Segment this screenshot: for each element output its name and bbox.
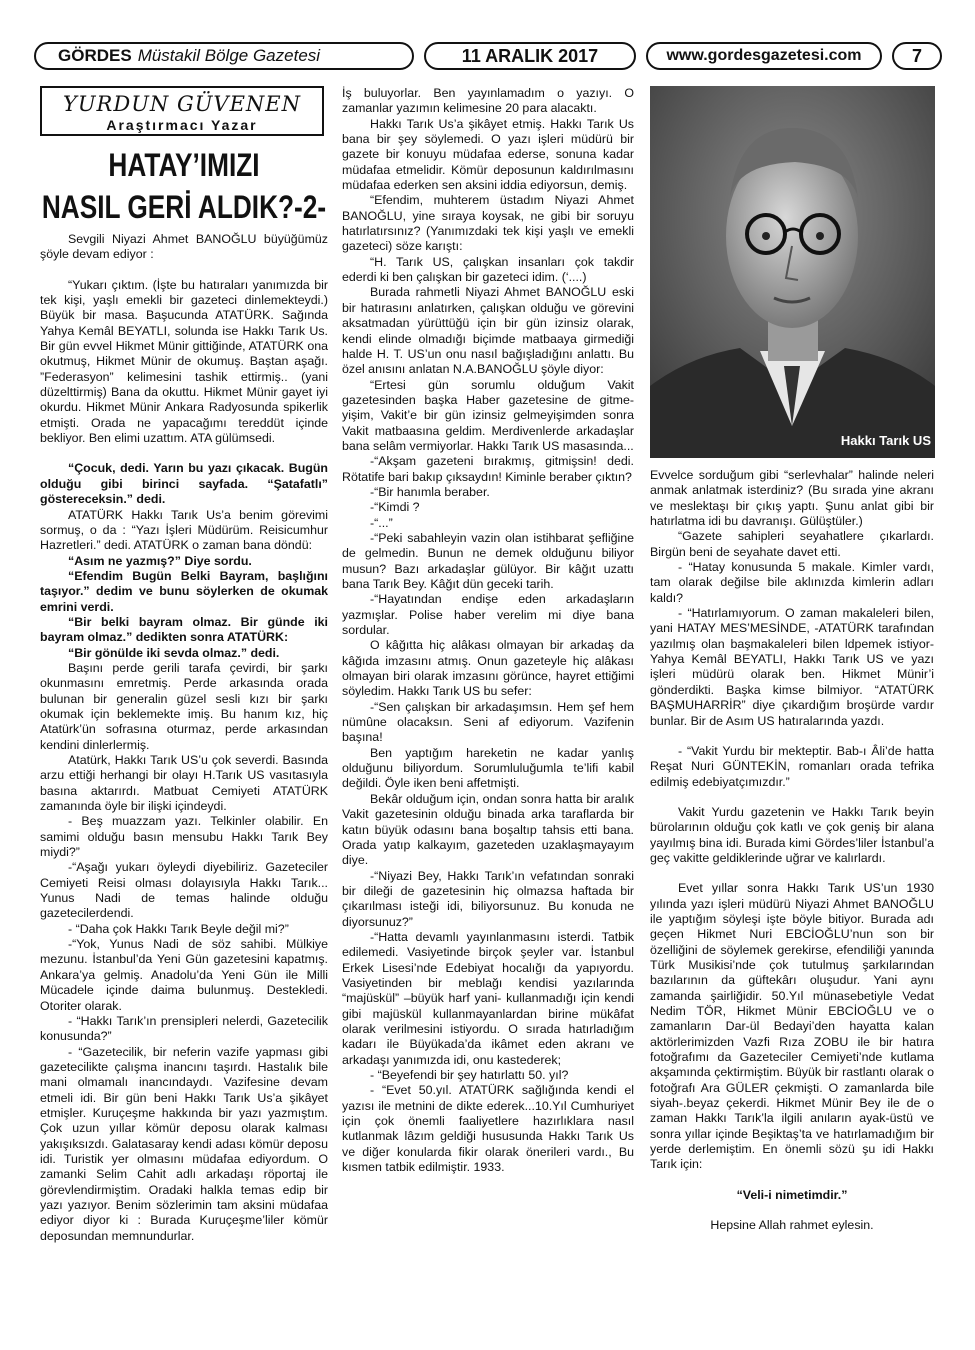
paper-subtitle: Müstakil Bölge Gazetesi xyxy=(137,46,321,65)
paragraph: Hepsine Allah rahmet eylesin. xyxy=(710,1218,874,1233)
paragraph: - “Gazetecilik, bir neferin vazife yapması gibi gazetecilikte çalışma inancını taşırdı. Hastalık bile mani olmamalı inancındaydı. Vazifesine devam etmeli idi. Bir gün beni Hakkı Tarık Us’a şikâyet etmişler. Kuruçeşme hakkında bir yazı yazmıştım. Çok uzun yıllar kömür deposu olarak kalması yakışıksızdı. Galatasaray kendi adası kömür deposu idi. Turistik yer olmasını müdafaa ediyordum. O zamanki Selim Cahit adlı arkadaşı röportaj ile görevlendirmiştim. Oradaki halkla temas edip bir yazı yazıyor. Benim sözlerimin tam aksini müdafaa ediyor diyor ki : Burada Kuruçeşme’liler kömür deposundan memnundurlar. xyxy=(40,1044,328,1243)
column-2 xyxy=(342,86,634,1175)
paragraph: - “Evet 50.yıl. ATATÜRK sağlığında kendi el yazısı ile metnini de dikte ederek...10.Yıl Cumhuriyet için çok önemli faaliyetlere hazırlıklara nasıl kutlanmak lâzım geldiği hususunda Hakkı Tarık Us ve diğer konularda fikir olarak önerileri vardı., Bu kısmen tatbik edilmiştir. 1933. xyxy=(342,1083,634,1175)
headline-line-2: NASIL GERİ ALDIK?-2- xyxy=(41,189,327,225)
column-3 xyxy=(650,468,934,1233)
paragraph: - “Hatay konusunda 5 makale. Kimler vardı, tam olarak değilse bile aklınızda kimlerin adları kaldı? xyxy=(650,560,934,605)
paragraph: - “Beyefendi bir şey hatırlattı 50. yıl? xyxy=(370,1068,569,1082)
paragraph: Sevgili Niyazi Ahmet BANOĞLU büyüğümüz şöyle devam ediyor : xyxy=(40,232,328,262)
author-name: YURDUN GÜVENEN xyxy=(62,92,301,116)
paragraph: İş buluyorlar. Ben yayınlamadım o yazıyı. O zamanlar yazımın kelimesine 20 para alacaktı. xyxy=(342,86,634,116)
paragraph: -“Bir hanımla beraber. xyxy=(370,484,490,499)
paragraph: Ben yaptığım hareketin ne kadar yanlış olduğunu biliyordum. Sorumluluğumla te’lifi kabil değildi. Öyle iken beni affetmişti. xyxy=(342,745,634,791)
paragraph: - “Hatırlamıyorum. O zaman makaleleri bilen, yani HATAY MES’MESİNDE, -ATATÜRK tarafından yazılmış olan başmakaleleri bilen ldpemek istiyor- Yahya Kemâl BEYATLI, Hakkı Tarık US ve yazı işleri müdürü olarak ben. Hikmet Münir’i gönderdikti. Başka kimse bilmiyor. “ATATÜRK BAŞMUHARRİR” diye çıkardığım broşürde vardır bunlar. Bir de Asım US hatıralarında yazdı. xyxy=(650,606,934,728)
issue-date: 11 ARALIK 2017 xyxy=(424,42,636,70)
paragraph: “Ertesi gün sorumlu olduğum Vakit gazetesinden başka Haber gazetesine de gitme-yişim, Vakit’e bir gün izinsiz gelmeyişimden sonra Vakit matbaasına geldim. Merdivenlerde arkadaşlar bana selâm vermiyorlar. Hakkı Tarık US masasında... xyxy=(342,377,634,453)
paragraph: -“Yok, Yunus Nadi de söz sahibi. Mülkiye mezunu. İstanbul’da Yeni Gün gazetesini kapatmış. Ankara’ya gelmiş. Anadolu’da Yeni Gün ile Milli Mücadele içinde daima bulunmuş. Destekledi. Otoriter olarak. xyxy=(40,937,328,1013)
headline-line-1: HATAY’IMIZI xyxy=(108,147,260,183)
paragraph: O kâğıtta hiç alâkası olmayan bir arkadaş da kâğıda imzasını atmış. Onun gazeteyle hiç alâkası olmayan biri olarak imzasını görünce, hayret ettiğimi söyledim. Hakkı Tarık US bu sefer: xyxy=(342,638,634,699)
paragraph: “Asım ne yazmış?” Diye sordu. xyxy=(68,553,252,568)
paper-name-pill xyxy=(34,42,414,70)
paragraph: -“Aşağı yukarı öyleydi diyebiliriz. Gazeteciler Cemiyeti Reisi olması dolayısıyla Hakkı Tarık... Yunus Nadi de temas halinde olduğu gazetecilerdendi. xyxy=(40,860,328,921)
paragraph: - “Hakkı Tarık’ın prensipleri nelerdi, Gazetecilik konusunda?” xyxy=(40,1013,328,1044)
portrait-photo xyxy=(650,86,935,458)
paragraph: ATATÜRK Hakkı Tarık Us’a benim görevimi sormuş, o da : “Yazı İşleri Müdürüm. Reisicumhur Hazretleri.” dedi. ATATÜRK o zaman bana döndü: xyxy=(40,507,328,553)
paragraph: Evet yıllar sonra Hakkı Tarık US’un 1930 yılında yazı işleri müdürü Niyazi Ahmet BANOĞLU ile yaptığım söyleşi işte böyle bitiyor. Burada adı geçen Hikmet Nuri EBCİOĞLU’nun son bir özelliğini de söylemek gerekirse, efendiliği yanında Türk Musikisi’nde çok tutulmuş şarkılarından bazılarının da güftekârı oluşudur. Yani aynı zamanda şairliğidir. 50.Yıl münasebetiyle Vedat Nedim TÖR, Hikmet Münir EBCİOĞLU ve o zamanların Dar-ül Bedayi’den hayatta kalan aktörlerimizden Vazfi Rıza ZOBU ile bir hatıra fotoğrafımı da Gazeteciler Cemiyeti’nde kutlama akşamında çektirmiştim. Büyük bir rastlantı olarak o fotoğrafı Ara GÜLER çekmişti. O zamanlarda bile siyah-.beyaz çekerdi. Hikmet Münir Bey ile de o zaman Hakkı Tarık’la ilgili anıların ayak-üstü ve sonra yıllar içinde Beşiktaş’ta ve hatırlamadığım bir yerde derlemiştim. En önemli sözü şu idi Hakkı Tarık için: xyxy=(650,881,934,1172)
masthead xyxy=(34,42,942,74)
paragraph: Burada rahmetli Niyazi Ahmet BANOĞLU eski bir hatırasını anlatırken, çalışkan olduğu ve görevini aksatmadan yürüttüğü için bir gün izinsiz olarak, kendi elinde olmadığı biçimde matbaaya girmediği halde H. T. US’un onu nasıl bağışladığını anlattı. Bu özel anısını anlatan N.A.BANOĞLU şöyle diyor: xyxy=(342,285,634,377)
paragraph: Bekâr olduğum için, ondan sonra hatta bir aralık Vakit gazetesinin olduğu binada arka taraflarda bir katın büyük odasını bana boşaltıp tahsis etti bana. Orada yatıp kalkayım, gazeteden uzaklaşmayayım diye. xyxy=(342,791,634,868)
paragraph: Hakkı Tarık Us’a şikâyet etmiş. Hakkı Tarık Us bana bir şey söylemedi. O yazı işleri müdürü bir gazete bir konuyu müdafaa ederse, sonuna kadar müdafaa etmelidir. Kömür deposunun kaldırılmasını müdafaa ederken sen aksini iddia ediyorsun, demiş. xyxy=(342,116,634,193)
paragraph: “Gazete sahipleri seyahatlere çıkarlardı. Birgün beni de seyahate davet etti. xyxy=(650,529,934,559)
paragraph: Evvelce sorduğum gibi “serlevhalar” halinde neleri anmak anlatmak isterdiniz? (Bu sırada yine akranı ve meslektaşı bir çıkış yaptı. Şunu anlat gibi bir hatırlatma idi bu davranışı. Gülüştüler.) xyxy=(650,468,934,529)
paragraph: -“Sen çalışkan bir arkadaşımsın. Hem şef hem nümûne olacaksın. Seni af ediyorum. Vazifenin başına! xyxy=(342,699,634,745)
author-box xyxy=(40,86,324,136)
paragraph: Vakit Yurdu gazetenin ve Hakkı Tarık beyin bürolarının olduğu çok katlı ve çok geniş bir alana yayılmış bina idi. Burada kimi Gördes’liler İstanbul’a geç vakitte geldiklerinde uğrar ve kalırlardı. xyxy=(650,804,934,865)
paragraph: -“...” xyxy=(370,515,393,530)
paragraph: “H. Tarık US, çalışkan insanları çok takdir ederdi ki ben çalışkan bir gazeteci idim. (‘....) xyxy=(342,254,634,285)
paper-name: GÖRDES xyxy=(58,46,132,65)
author-role: Araştırmacı Yazar xyxy=(106,117,258,133)
paragraph: “Veli-i nimetimdir.” xyxy=(736,1187,848,1202)
paragraph: -“Hatta devamlı yayınlanmasını isterdi. Tatbik edilemedi. Vasiyetinde birçok şeyler var. İstanbul Erkek Lisesi’nde Edebiyat hocalığı da yapıyordu. Vasiyetinden bir meblağı kendisi yazılarında “majüskül” –büyük harf yani- kullanmadığı için kendi gibi majüskül kullanmayanlardan birine mükâfat olarak verilmesini istiyordu. O sırada hatırladığım kadarı ile Büyükada’da ikâmet eden akranı ve arkadaşı yanımızda idi, onu kastederek; xyxy=(342,929,634,1067)
page-number: 7 xyxy=(892,42,942,70)
paragraph: Atatürk, Hakkı Tarık US’u çok severdi. Basında arzu ettiği herhangi bir olayı H.Tarık US vasıtasıyla basına aktarırdı. Matbuat Cemiyeti ATATÜRK zamanında öyle bir ilişki içindeydi. xyxy=(40,753,328,814)
paragraph: -“Kimdi ? xyxy=(370,500,420,515)
paragraph: -“Akşam gazeteni bırakmış, gitmişsin! dedi. Rötatife bari bakıp çıksaydın! Kiminle beraber çıktın? xyxy=(342,454,634,484)
column-1 xyxy=(40,86,328,1244)
paragraph: - “Vakit Yurdu bir mekteptir. Bab-ı Âli’de hatta Reşat Nuri GÜNTEKİN, romanları orada tefrika edilmiş edebiyatçımızdır.” xyxy=(650,743,934,789)
paragraph: - “Daha çok Hakkı Tarık Beyle değil mi?” xyxy=(68,921,289,936)
paragraph: -“Hayatından endişe eden arkadaşların yazmışlar. Polise haber verelim mi diye bana sordular. xyxy=(342,592,634,638)
photo-caption: Hakkı Tarık US xyxy=(840,433,931,448)
paragraph: “Efendim Bugün Belki Bayram, başlığını taşıyor.” dedim ve bunu söylerken de okumak emrini verdi. xyxy=(40,568,328,614)
article-headline xyxy=(41,144,326,228)
paragraph: - Beş muazzam yazı. Telkinler olabilir. En samimi olduğu basın mensubu Hakkı Tarık Bey miydi?” xyxy=(40,814,328,860)
paragraph: “Çocuk, dedi. Yarın bu yazı çıkacak. Bugün olduğu gibi birinci sayfada. “Şatafatlı” göstereceksin.” dedi. xyxy=(40,461,328,507)
portrait-illustration xyxy=(650,86,935,458)
paragraph: “Efendim, muhterem üstadım Niyazi Ahmet BANOĞLU, yine sıraya koysak, ne gibi bir soruyu hatırlatırsınız? (Yanımızdaki tek kişi yaşlı ve emekli gazeteci) söze karıştı: xyxy=(342,193,634,254)
paragraph: “Yukarı çıktım. (İşte bu hatıraları yanımızda bir tek kişi, yaşlı emekli bir gazeteci dinlemekteydi.) Büyük bir masa. Başucunda ATATÜRK. Sağında Yahya Kemâl BEYATLI, solunda ise Hakkı Tarık Us. Bir gün evvel Hikmet Münir gittiğinde, ATATÜRK ona okutmuş, Hikmet Münir de okumuş. Baştan aşağı. ”Federasyon” kelimesini tashik ettirmiş.. (yani düzelttirmiş) Bana da okuttu. Hikmet Münir gayet iyi okurdu. Hikmet Münir Ankara Radyosunda spikerlik etmişti. Orada ne yapacağımı tereddüt içinde bekliyor. Ben elimi uzattım. ATA gülümsedi. xyxy=(40,277,328,446)
paragraph: “Bir gönülde iki sevda olmaz.” dedi. xyxy=(68,645,280,660)
paragraph: -“Peki sabahleyin vazin olan istihbarat şefliğine de gelmedin. Bunun ne demek olduğunu biliyor musun? Bazı arkadaşlar gülüyor. Bir kâğıt uzattı bana Tarık Bey. Kâğıt dün geceki tarih. xyxy=(342,530,634,591)
website-link[interactable]: www.gordesgazetesi.com xyxy=(646,42,882,70)
paragraph: -“Niyazi Bey, Hakkı Tarık’ın vefatından sonraki bir dileği de gazetesinin hiç olmazsa haftada bir çıkarılması isteği idi, biliyorsunuz. Bu konuda ne diyorsunuz?” xyxy=(342,868,634,929)
paragraph: “Bir belki bayram olmaz. Bir günde iki bayram olmaz.” dedikten sonra ATATÜRK: xyxy=(40,614,328,645)
paragraph: Başını perde gerili tarafa çevirdi, bir şarkı okunmasını emretmiş. Perde arkasında orada bulunan bir generalin güzel sesli kızı bir şarkı okumak için beklemekte imiş. Bu hanım kız, hiç Atatürk’ün sofrasına oturmaz, perde arkasından kendini dinlerlermiş. xyxy=(40,660,328,752)
